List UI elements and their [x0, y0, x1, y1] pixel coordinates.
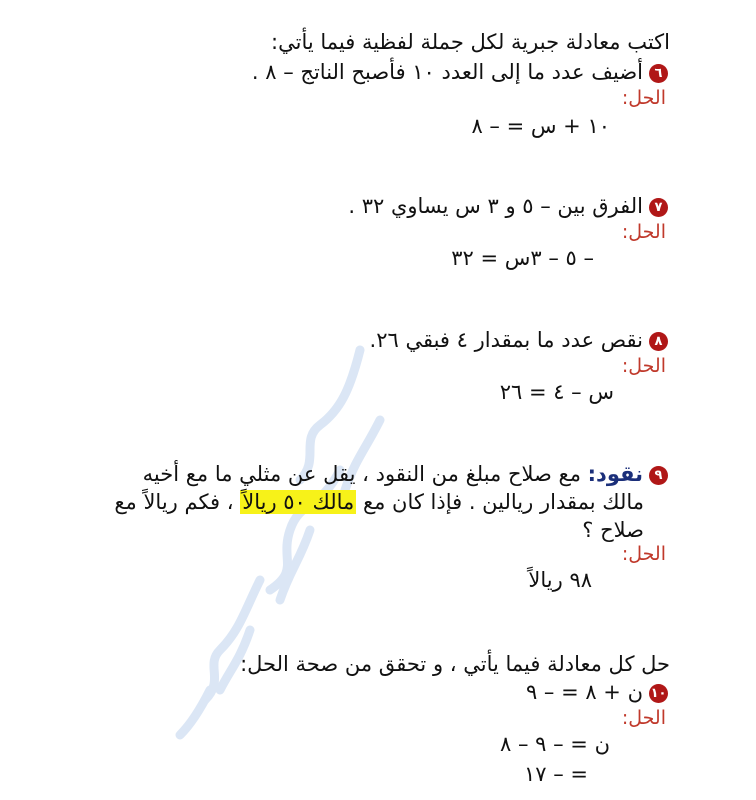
solution-label: الحل:	[621, 355, 666, 377]
problem-9-text-2a: مالك بمقدار ريالين . فإذا كان مع	[356, 490, 644, 514]
problem-10	[526, 678, 668, 706]
solution-label: الحل:	[621, 221, 666, 243]
problem-9-text-2b: ، فكم ريالاً مع	[114, 490, 241, 514]
problem-10-text: ن + ٨ = – ٩	[525, 680, 643, 704]
problem-6-answer: ١٠ + س = – ٨	[471, 114, 610, 138]
highlighted-phrase: مالك ٥٠ ريالاً	[242, 490, 355, 514]
problem-7-answer: – ٥ – ٣س = ٣٢	[451, 246, 594, 270]
solution-label: الحل:	[621, 707, 666, 729]
problem-8-text: نقص عدد ما بمقدار ٤ فبقي ٢٦.	[369, 328, 643, 352]
problem-number-badge: ٩	[649, 466, 668, 485]
problem-number-badge: ٦	[649, 64, 668, 83]
problem-9-text-1: مع صلاح مبلغ من النقود ، يقل عن مثلي ما مع أخيه	[142, 462, 588, 486]
keyword-money: نقود:	[587, 462, 643, 486]
problem-8-answer: س – ٤ = ٢٦	[499, 380, 614, 404]
problem-6	[252, 58, 668, 86]
problem-9-line-3: صلاح ؟	[582, 518, 644, 542]
problem-9-line-2	[114, 488, 644, 516]
problem-6-text: أضيف عدد ما إلى العدد ١٠ فأصبح الناتج – ٨ .	[251, 60, 643, 84]
problem-10-step-1: ن = – ٩ – ٨	[500, 732, 610, 756]
problem-9-line-1	[143, 460, 668, 488]
problem-7	[348, 192, 668, 220]
problem-8	[370, 326, 668, 354]
problem-number-badge: ٧	[649, 198, 668, 217]
solution-label: الحل:	[621, 87, 666, 109]
solution-label: الحل:	[621, 543, 666, 565]
section-heading-equations: اكتب معادلة جبرية لكل جملة لفظية فيما يأتي:	[271, 30, 670, 54]
problem-number-badge: ٨	[649, 332, 668, 351]
section-heading-solve: حل كل معادلة فيما يأتي ، و تحقق من صحة الحل:	[240, 652, 670, 676]
author-watermark	[150, 330, 410, 750]
problem-9-answer: ٩٨ ريالاً	[528, 568, 592, 592]
problem-10-step-2: = – ١٧	[523, 762, 588, 786]
problem-number-badge: ١٠	[650, 686, 667, 701]
problem-7-text: الفرق بين – ٥ و ٣ س يساوي ٣٢ .	[348, 194, 643, 218]
